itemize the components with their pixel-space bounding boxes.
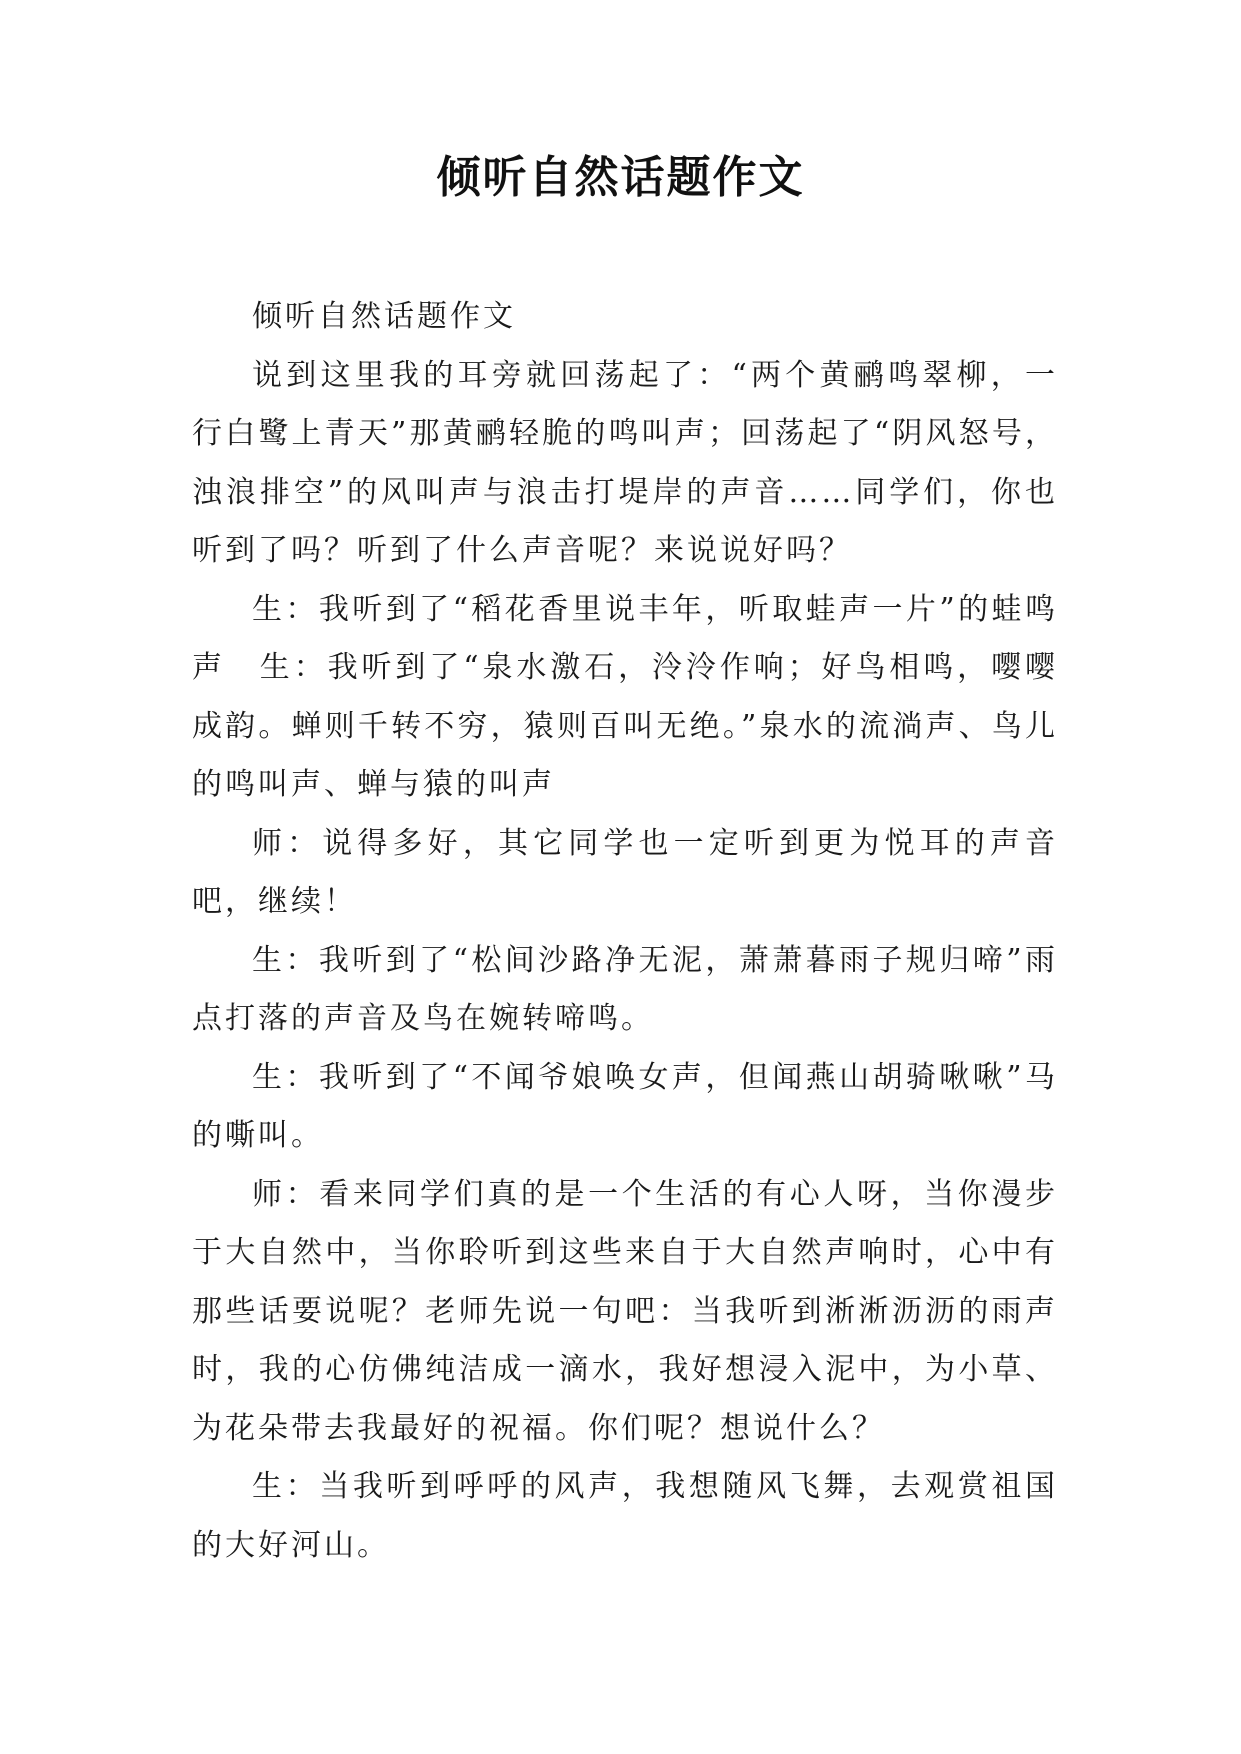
paragraph-student-wind: 生：当我听到呼呼的风声，我想随风飞舞，去观赏祖国的大好河山。	[192, 1469, 1058, 1563]
paragraph-subtitle: 倾听自然话题作文	[252, 299, 516, 334]
document-title: 倾听自然话题作文	[436, 152, 805, 203]
paragraph-teacher-rain: 师：看来同学们真的是一个生活的有心人呀，当你漫步于大自然中，当你聆听到这些来自于大自然声响时，心中有那些话要说呢？老师先说一句吧：当我听到淅淅沥沥的雨声时，我的心仿佛纯洁成一滴水，我好想浸入泥中，为小草、为花朵带去我最好的祝福。你们呢？想说什么？	[192, 1176, 1058, 1446]
document-body	[192, 288, 1058, 1575]
paragraph-student-horse: 生：我听到了“不闻爷娘唤女声，但闻燕山胡骑啾啾”马的嘶叫。	[192, 1059, 1058, 1153]
paragraph-student-rain-bird: 生：我听到了“松间沙路净无泥，萧萧暮雨子规归啼”雨点打落的声音及鸟在婉转啼鸣。	[192, 942, 1058, 1036]
paragraph-intro: 说到这里我的耳旁就回荡起了：“两个黄鹂鸣翠柳，一行白鹭上青天”那黄鹂轻脆的鸣叫声；回荡起了“阴风怒号，浊浪排空”的风叫声与浪击打堤岸的声音……同学们，你也听到了吗？听到了什么声音呢？来说说好吗？	[192, 357, 1058, 568]
paragraph-teacher-continue: 师：说得多好，其它同学也一定听到更为悦耳的声音吧，继续！	[192, 825, 1058, 919]
paragraph-student-frog-spring: 生：我听到了“稻花香里说丰年，听取蛙声一片”的蛙鸣声 生：我听到了“泉水激石，泠泠作响；好鸟相鸣，嘤嘤成韵。蝉则千转不穷，猿则百叫无绝。”泉水的流淌声、鸟儿的鸣叫声、蝉与猿的叫声	[192, 591, 1058, 802]
